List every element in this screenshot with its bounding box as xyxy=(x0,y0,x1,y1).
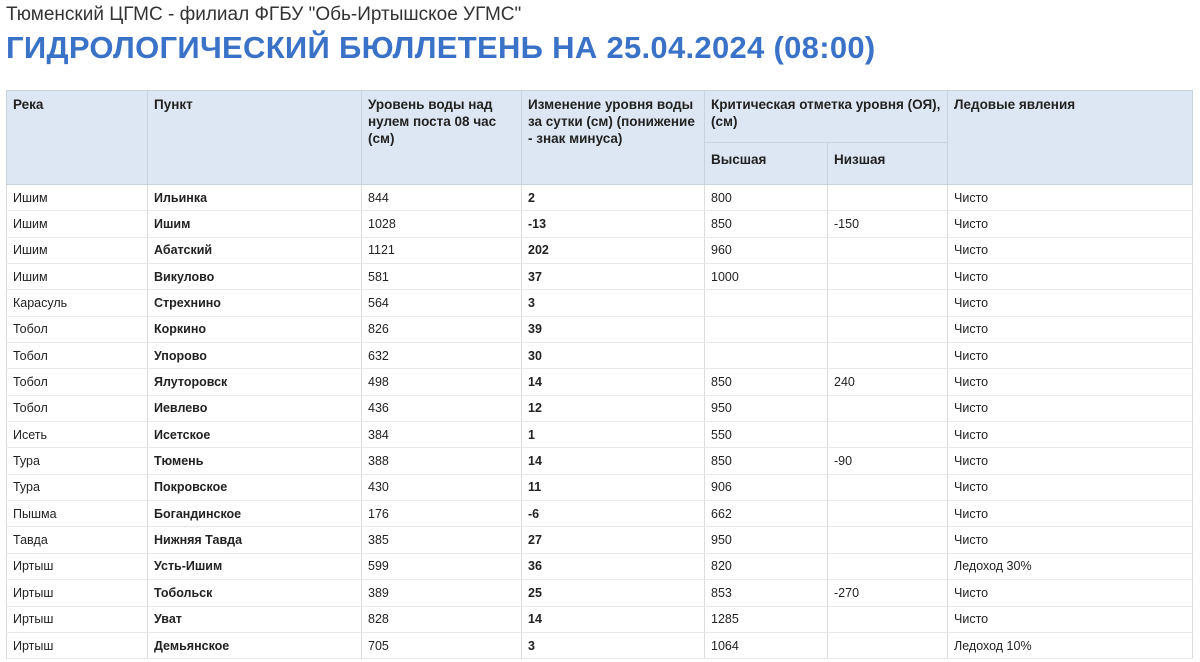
cell-change: 12 xyxy=(522,395,705,421)
col-header-ice: Ледовые явления xyxy=(948,91,1193,185)
col-header-critical-high: Высшая xyxy=(705,143,828,185)
cell-change: 3 xyxy=(522,290,705,316)
cell-change: 14 xyxy=(522,369,705,395)
cell-ice: Чисто xyxy=(948,343,1193,369)
table-row xyxy=(7,501,1193,527)
cell-critical-low: -150 xyxy=(828,211,948,237)
cell-point: Стрехнино xyxy=(148,290,362,316)
cell-critical-high: 1064 xyxy=(705,632,828,658)
cell-point: Исетское xyxy=(148,422,362,448)
cell-point: Коркино xyxy=(148,316,362,342)
cell-level: 430 xyxy=(362,474,522,500)
cell-river: Ишим xyxy=(7,237,148,263)
col-header-river: Река xyxy=(7,91,148,185)
cell-river: Ишим xyxy=(7,211,148,237)
cell-level: 498 xyxy=(362,369,522,395)
cell-ice: Чисто xyxy=(948,580,1193,606)
cell-point: Тобольск xyxy=(148,580,362,606)
cell-change: 37 xyxy=(522,264,705,290)
cell-ice: Чисто xyxy=(948,606,1193,632)
cell-point: Тюмень xyxy=(148,448,362,474)
cell-critical-high: 550 xyxy=(705,422,828,448)
table-row xyxy=(7,343,1193,369)
cell-point: Ильинка xyxy=(148,185,362,211)
cell-level: 826 xyxy=(362,316,522,342)
cell-level: 844 xyxy=(362,185,522,211)
cell-critical-low xyxy=(828,343,948,369)
cell-river: Тура xyxy=(7,474,148,500)
cell-critical-high: 960 xyxy=(705,237,828,263)
cell-point: Нижняя Тавда xyxy=(148,527,362,553)
cell-point: Демьянское xyxy=(148,632,362,658)
cell-critical-high: 1000 xyxy=(705,264,828,290)
cell-change: 30 xyxy=(522,343,705,369)
cell-critical-high: 950 xyxy=(705,527,828,553)
table-row xyxy=(7,237,1193,263)
cell-level: 564 xyxy=(362,290,522,316)
cell-critical-high: 906 xyxy=(705,474,828,500)
cell-change: 36 xyxy=(522,553,705,579)
cell-level: 384 xyxy=(362,422,522,448)
cell-river: Иртыш xyxy=(7,553,148,579)
cell-ice: Чисто xyxy=(948,448,1193,474)
cell-critical-low xyxy=(828,606,948,632)
cell-critical-low: -270 xyxy=(828,580,948,606)
cell-change: -13 xyxy=(522,211,705,237)
table-row xyxy=(7,316,1193,342)
col-header-point: Пункт xyxy=(148,91,362,185)
cell-change: 3 xyxy=(522,632,705,658)
cell-critical-high: 662 xyxy=(705,501,828,527)
cell-critical-high: 853 xyxy=(705,580,828,606)
cell-level: 581 xyxy=(362,264,522,290)
table-row xyxy=(7,211,1193,237)
cell-critical-high xyxy=(705,290,828,316)
cell-river: Тобол xyxy=(7,343,148,369)
cell-critical-high: 800 xyxy=(705,185,828,211)
cell-river: Тобол xyxy=(7,369,148,395)
cell-level: 1028 xyxy=(362,211,522,237)
table-row xyxy=(7,632,1193,658)
cell-river: Тура xyxy=(7,448,148,474)
cell-ice: Чисто xyxy=(948,185,1193,211)
col-header-critical: Критическая отметка уровня (ОЯ), (см) xyxy=(705,91,948,143)
cell-change: 202 xyxy=(522,237,705,263)
cell-level: 705 xyxy=(362,632,522,658)
cell-change: 39 xyxy=(522,316,705,342)
cell-change: 27 xyxy=(522,527,705,553)
cell-point: Ишим xyxy=(148,211,362,237)
cell-critical-low xyxy=(828,527,948,553)
cell-ice: Чисто xyxy=(948,237,1193,263)
col-header-level: Уровень воды над нулем поста 08 час (см) xyxy=(362,91,522,185)
cell-change: 2 xyxy=(522,185,705,211)
cell-river: Тавда xyxy=(7,527,148,553)
table-row xyxy=(7,369,1193,395)
cell-river: Карасуль xyxy=(7,290,148,316)
cell-point: Покровское xyxy=(148,474,362,500)
table-header xyxy=(7,91,1193,185)
table-body xyxy=(7,185,1193,659)
cell-point: Абатский xyxy=(148,237,362,263)
cell-level: 599 xyxy=(362,553,522,579)
cell-level: 388 xyxy=(362,448,522,474)
cell-critical-low: -90 xyxy=(828,448,948,474)
cell-change: 11 xyxy=(522,474,705,500)
col-header-change: Изменение уровня воды за сутки (см) (понижение - знак минуса) xyxy=(522,91,705,185)
cell-level: 176 xyxy=(362,501,522,527)
table-row xyxy=(7,185,1193,211)
cell-critical-low xyxy=(828,422,948,448)
cell-ice: Чисто xyxy=(948,527,1193,553)
table-row xyxy=(7,580,1193,606)
cell-critical-low xyxy=(828,474,948,500)
cell-river: Иртыш xyxy=(7,606,148,632)
cell-critical-low xyxy=(828,553,948,579)
cell-change: -6 xyxy=(522,501,705,527)
table-row xyxy=(7,422,1193,448)
cell-river: Ишим xyxy=(7,185,148,211)
cell-river: Тобол xyxy=(7,316,148,342)
hydrology-table xyxy=(6,90,1193,659)
cell-point: Уват xyxy=(148,606,362,632)
cell-river: Ишим xyxy=(7,264,148,290)
cell-ice: Чисто xyxy=(948,395,1193,421)
cell-level: 1121 xyxy=(362,237,522,263)
cell-critical-high: 850 xyxy=(705,369,828,395)
cell-point: Богандинское xyxy=(148,501,362,527)
cell-point: Иевлево xyxy=(148,395,362,421)
table-row xyxy=(7,264,1193,290)
cell-ice: Чисто xyxy=(948,290,1193,316)
cell-ice: Ледоход 30% xyxy=(948,553,1193,579)
table-row xyxy=(7,606,1193,632)
cell-change: 14 xyxy=(522,448,705,474)
cell-critical-low xyxy=(828,316,948,342)
cell-critical-high xyxy=(705,316,828,342)
cell-critical-high: 1285 xyxy=(705,606,828,632)
cell-critical-low xyxy=(828,290,948,316)
table-row xyxy=(7,395,1193,421)
cell-point: Викулово xyxy=(148,264,362,290)
cell-critical-high xyxy=(705,343,828,369)
cell-river: Тобол xyxy=(7,395,148,421)
table-row xyxy=(7,448,1193,474)
cell-river: Исеть xyxy=(7,422,148,448)
cell-river: Иртыш xyxy=(7,580,148,606)
cell-level: 436 xyxy=(362,395,522,421)
cell-ice: Чисто xyxy=(948,369,1193,395)
cell-critical-low xyxy=(828,264,948,290)
cell-change: 1 xyxy=(522,422,705,448)
cell-ice: Чисто xyxy=(948,316,1193,342)
cell-change: 14 xyxy=(522,606,705,632)
cell-point: Усть-Ишим xyxy=(148,553,362,579)
table-row xyxy=(7,553,1193,579)
cell-river: Иртыш xyxy=(7,632,148,658)
cell-critical-low xyxy=(828,237,948,263)
cell-critical-low: 240 xyxy=(828,369,948,395)
cell-critical-high: 850 xyxy=(705,211,828,237)
cell-point: Ялуторовск xyxy=(148,369,362,395)
cell-level: 632 xyxy=(362,343,522,369)
cell-critical-high: 950 xyxy=(705,395,828,421)
cell-ice: Ледоход 10% xyxy=(948,632,1193,658)
cell-critical-high: 850 xyxy=(705,448,828,474)
cell-critical-low xyxy=(828,501,948,527)
table-row xyxy=(7,527,1193,553)
cell-critical-low xyxy=(828,395,948,421)
cell-ice: Чисто xyxy=(948,211,1193,237)
cell-ice: Чисто xyxy=(948,264,1193,290)
cell-ice: Чисто xyxy=(948,474,1193,500)
table-row xyxy=(7,474,1193,500)
cell-river: Пышма xyxy=(7,501,148,527)
cell-level: 828 xyxy=(362,606,522,632)
cell-critical-low xyxy=(828,632,948,658)
cell-level: 389 xyxy=(362,580,522,606)
cell-point: Упорово xyxy=(148,343,362,369)
table-row xyxy=(7,290,1193,316)
cell-change: 25 xyxy=(522,580,705,606)
cell-level: 385 xyxy=(362,527,522,553)
page-title: ГИДРОЛОГИЧЕСКИЙ БЮЛЛЕТЕНЬ НА 25.04.2024 (08:00) xyxy=(6,30,876,65)
col-header-critical-low: Низшая xyxy=(828,143,948,185)
cell-ice: Чисто xyxy=(948,501,1193,527)
cell-ice: Чисто xyxy=(948,422,1193,448)
cell-critical-low xyxy=(828,185,948,211)
organization-subtitle: Тюменский ЦГМС - филиал ФГБУ "Обь-Иртышское УГМС" xyxy=(6,4,522,25)
cell-critical-high: 820 xyxy=(705,553,828,579)
